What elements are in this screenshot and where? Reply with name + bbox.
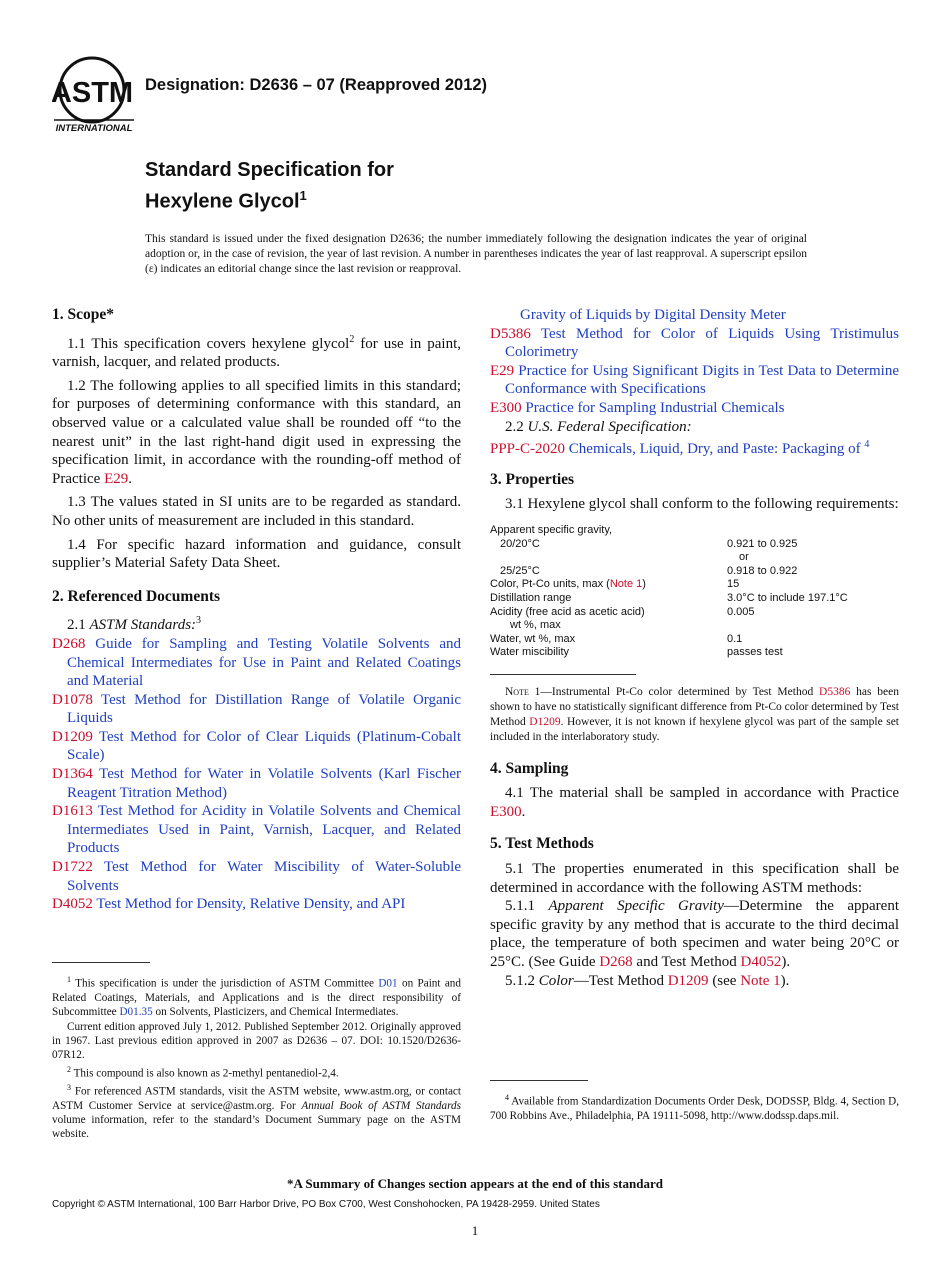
ref-code-link[interactable]: D5386: [490, 325, 531, 342]
footnote-1-text-c: on Solvents, Plasticizers, and Chemical Intermediates.: [152, 1006, 399, 1019]
table-cell-label: Water, wt %, max: [490, 632, 576, 645]
ref-code-link[interactable]: D268: [52, 635, 86, 652]
ref-item: [490, 399, 899, 418]
link-d01[interactable]: D01: [378, 977, 398, 990]
table-cell-value: 15: [727, 578, 740, 591]
footnote-3-marker: 3: [67, 1082, 71, 1092]
table-row: [490, 633, 899, 647]
ref-item: [52, 691, 461, 728]
table-row: [490, 578, 899, 592]
p3-mid: (see: [708, 972, 741, 989]
link-note-1[interactable]: Note 1: [609, 578, 643, 591]
scope-p3: 1.3 The values stated in SI units are to be regarded as standard. No other units of measurement are included in this standard.: [52, 494, 461, 529]
page-number: 1: [471, 1223, 479, 1238]
table-cell-label: Color, Pt-Co units, max (Note 1): [490, 578, 646, 591]
table-cell-label: 25/25°C: [500, 564, 540, 577]
ref-item-federal: [490, 436, 899, 459]
footnote-4-marker: 4: [505, 1093, 509, 1102]
ref-title-link[interactable]: Test Method for Color of Liquids Using Tristimulus Colorimetry: [505, 325, 899, 361]
sampling-text: [490, 784, 899, 821]
astm-label-text: ASTM Standards:: [89, 617, 197, 634]
link-d1209[interactable]: D1209: [529, 716, 561, 729]
sampling-heading: 4. Sampling: [490, 759, 569, 777]
note-text-mid: has been shown to have no statistically significant difference from Pt-Co color determined by Test Method: [490, 685, 899, 729]
right-footnotes: [490, 1080, 899, 1123]
link-note-1[interactable]: Note 1: [740, 972, 781, 989]
table-divider: [490, 674, 636, 675]
footnote-1-text: This specification is under the jurisdiction of ASTM Committee: [71, 977, 379, 990]
scope-p1-text-b: for use in paint, varnish, lacquer, and related products.: [52, 335, 461, 371]
table-row: [490, 565, 899, 579]
ref-code-link[interactable]: D1078: [52, 691, 93, 708]
ref-code-link[interactable]: PPP-C-2020: [490, 441, 566, 458]
table-row: [490, 551, 899, 565]
table-cell-value: passes test: [727, 646, 783, 659]
scope-p2-text: 1.2 The following applies to all specified limits in this standard; for purposes of determining conformance with this standard, an observed value or a calculated value shall be rounded off “to the nearest unit” in the last right-hand digit used in expressing the specification limit, in accordance with the rounding-off method of Practice: [52, 377, 461, 487]
ref-item: [52, 635, 461, 691]
test-methods-p1: 5.1 The properties enumerated in this specification shall be determined in accordance with the following ASTM methods:: [490, 861, 899, 896]
logo-subtext: INTERNATIONAL: [55, 123, 133, 134]
copyright: Copyright © ASTM International, 100 Barr Harbor Drive, PO Box C700, West Conshohocken, PA 19428-2959. United States: [52, 1199, 600, 1210]
footnote-ref-2[interactable]: 2: [349, 333, 355, 345]
astm-label-num: 2.1: [67, 617, 90, 634]
ref-code-link[interactable]: D1364: [52, 766, 93, 783]
table-cell-label: Water miscibility: [490, 646, 570, 659]
table-row: [490, 524, 899, 538]
footnote-2: [52, 1063, 461, 1081]
ref-title-link[interactable]: Test Method for Water in Volatile Solvents (Karl Fischer Reagent Titration Method): [67, 766, 461, 801]
table-cell-label: Distillation range: [490, 591, 572, 604]
ref-item: [490, 362, 899, 399]
federal-spec-label: [490, 418, 899, 437]
federal-label-num: 2.2: [505, 418, 528, 435]
table-cell-label: Acidity (free acid as acetic acid): [490, 605, 645, 618]
link-d1209[interactable]: D1209: [667, 972, 709, 989]
scope-p1-text: 1.1 This specification covers hexylene glycol: [67, 335, 350, 352]
ref-title-link[interactable]: Test Method for Density, Relative Density, and API: [96, 896, 406, 913]
ref-item: [52, 858, 461, 895]
table-cell-label: 20/20°C: [500, 537, 540, 550]
test-methods-p3: [490, 972, 899, 991]
p2-num: 5.1.1: [505, 898, 549, 915]
ref-title-link[interactable]: Test Method for Color of Clear Liquids (Platinum-Cobalt Scale): [67, 728, 461, 764]
footnote-2-text: This compound is also known as 2-methyl pentanediol-2,4.: [71, 1067, 339, 1080]
title-line-2: [145, 183, 394, 215]
summary-of-changes-note: *A Summary of Changes section appears at the end of this standard: [287, 1176, 663, 1191]
ref-code-link[interactable]: D1613: [52, 803, 93, 820]
ref-title-link[interactable]: Practice for Using Significant Digits in Test Data to Determine Conformance with Specifications: [505, 362, 899, 398]
ref-item: [52, 895, 461, 914]
table-cell-value: 0.918 to 0.922: [727, 564, 798, 577]
page-title: [145, 158, 394, 215]
link-d01-35[interactable]: D01.35: [119, 1006, 153, 1019]
properties-table: [490, 524, 899, 660]
astm-standards-label: [52, 612, 461, 635]
left-footnotes: [52, 962, 461, 1141]
link-e300[interactable]: E300: [490, 803, 522, 820]
ref-title-link[interactable]: Test Method for Water Miscibility of Water-Soluble Solvents: [67, 859, 461, 894]
table-cell-value: or: [739, 551, 749, 564]
ref-code-link[interactable]: D1722: [52, 859, 93, 876]
note-text-end: . However, it is not known if hexylene glycol was part of the sample set included in the interlaboratory study.: [490, 716, 899, 744]
table-cell-label-text: Color, Pt-Co units, max: [490, 578, 604, 591]
astm-logo: [52, 56, 136, 134]
title-footnote-ref[interactable]: 1: [299, 188, 307, 203]
p2-end: ).: [781, 954, 791, 971]
ref-code-link[interactable]: D4052: [52, 896, 93, 913]
ref-item: [52, 765, 461, 802]
right-column: [490, 306, 899, 995]
link-d268[interactable]: D268: [599, 954, 633, 971]
footnote-ref-3[interactable]: 3: [196, 615, 202, 627]
table-cell-value: 0.005: [727, 605, 755, 618]
table-cell-value: 0.921 to 0.925: [727, 537, 798, 550]
footnote-3-text-b: volume information, refer to the standard’s Document Summary page on the ASTM website.: [52, 1113, 461, 1141]
footnote-1b: Current edition approved July 1, 2012. Published September 2012. Originally approved in 1967. Last previous edition approved in 2007 as D2636 – 07. DOI: 10.1520/D2636-07R12.: [52, 1020, 461, 1062]
ref-title-link[interactable]: Test Method for Distillation Range of Volatile Organic Liquids: [67, 691, 461, 727]
table-row: [490, 538, 899, 552]
scope-p4: 1.4 For specific hazard information and guidance, consult supplier’s Material Safety Data Sheet.: [52, 536, 461, 572]
title-line-2-text: Hexylene Glycol: [145, 190, 300, 213]
title-line-1: Standard Specification for: [145, 159, 394, 181]
table-cell-label: [490, 551, 727, 565]
logo-text: ASTM: [52, 77, 134, 109]
properties-intro: 3.1 Hexylene glycol shall conform to the following requirements:: [505, 496, 899, 513]
footnote-4: [490, 1091, 899, 1123]
link-d5386[interactable]: D5386: [819, 685, 851, 698]
refdocs-heading: 2. Referenced Documents: [52, 587, 221, 605]
table-cell-value: 3.0°C to include 197.1°C: [727, 591, 848, 604]
left-column: [52, 306, 461, 914]
table-row: [490, 606, 899, 620]
ref-title-link[interactable]: Practice for Sampling Industrial Chemicals: [525, 399, 785, 416]
footnote-1-text-b: on Paint and Related Coatings, Materials, and Applications and is the direct responsibility of Subcommittee: [52, 977, 461, 1019]
table-row: [490, 646, 899, 660]
properties-heading: 3. Properties: [490, 470, 575, 488]
scope-heading: 1. Scope*: [52, 306, 114, 323]
footnote-3-italic: Annual Book of ASTM Standards: [301, 1099, 461, 1112]
note-1: [490, 685, 899, 746]
p2-italic: Apparent Specific Gravity: [548, 898, 724, 915]
p3-num: 5.1.2: [505, 972, 539, 989]
footnote-4-text: Available from Standardization Documents Order Desk, DODSSP, Bldg. 4, Section D, 700 Robbins Ave., Philadelphia, PA 19111-5098, http://www.dodssp.daps.mil.: [490, 1095, 899, 1123]
footnote-1: [52, 973, 461, 1020]
link-e29[interactable]: E29: [104, 470, 129, 487]
table-row: [490, 592, 899, 606]
table-row: [490, 619, 899, 633]
p3-text: —Test Method: [573, 972, 668, 989]
scope-p2-end: .: [128, 470, 132, 487]
sampling-text-end: .: [521, 803, 526, 820]
footnote-2-marker: 2: [67, 1064, 71, 1074]
footnote-1-marker: 1: [67, 975, 71, 984]
scope-p1: [52, 331, 461, 372]
ref-title-link[interactable]: Guide for Sampling and Testing Volatile Solvents and Chemical Intermediates for Use in Paint and Related Coatings and Material: [67, 635, 461, 690]
footnote-ref-4[interactable]: 4: [864, 439, 870, 451]
table-cell-value: 0.1: [727, 632, 743, 645]
note-text: 1—Instrumental Pt-Co color determined by Test Method: [528, 685, 820, 698]
ref-title-link[interactable]: Chemicals, Liquid, Dry, and Paste: Packaging of: [568, 441, 861, 458]
table-cell-value: [727, 619, 899, 633]
intro-text: This standard is issued under the fixed designation D2636; the number immediately following the designation indicates the year of original adoption or, in the case of revision, the year of last revision. A number in parentheses indicates the year of last reapproval. A superscript epsilon (ε) indicates an editorial change since the last revision or reapproval.: [145, 233, 807, 276]
ref-code-link[interactable]: E29: [490, 362, 515, 379]
ref-item-continued[interactable]: Gravity of Liquids by Digital Density Meter: [520, 307, 786, 323]
table-cell-label: wt %, max: [510, 619, 561, 632]
test-methods-heading: 5. Test Methods: [490, 835, 594, 853]
footnote-3-text: For referenced ASTM standards, visit the ASTM website, www.astm.org, or contact ASTM Customer Service at service@astm.org. For: [52, 1085, 461, 1112]
p2-mid: and Test Method: [632, 954, 741, 971]
table-cell-label: Apparent specific gravity,: [490, 523, 613, 536]
ref-item: [52, 802, 461, 858]
p3-end: ).: [780, 972, 790, 989]
test-methods-p2: [490, 897, 899, 971]
federal-label-text: U.S. Federal Specification:: [527, 418, 692, 435]
footnote-3: [52, 1081, 461, 1142]
link-d4052[interactable]: D4052: [740, 954, 782, 971]
ref-item: [52, 728, 461, 765]
sampling-text-body: 4.1 The material shall be sampled in accordance with Practice: [505, 785, 899, 802]
ref-code-link[interactable]: E300: [490, 399, 522, 416]
ref-item: [490, 325, 899, 362]
scope-p2: [52, 377, 461, 489]
p3-italic: Color: [538, 972, 574, 989]
designation: Designation: D2636 – 07 (Reapproved 2012): [145, 76, 488, 94]
ref-code-link[interactable]: D1209: [52, 728, 93, 745]
ref-title-link[interactable]: Test Method for Acidity in Volatile Solvents and Chemical Intermediates Used in Paint, Varnish, Lacquer, and Related Products: [67, 803, 461, 857]
table-cell-value: [727, 524, 899, 538]
note-label: Note: [505, 685, 529, 698]
p2-text: —Determine the apparent specific gravity by any method that is accurate to the third decimal place, the temperature of both specimen and water being 20°C or 25°C. (See Guide: [490, 898, 900, 971]
